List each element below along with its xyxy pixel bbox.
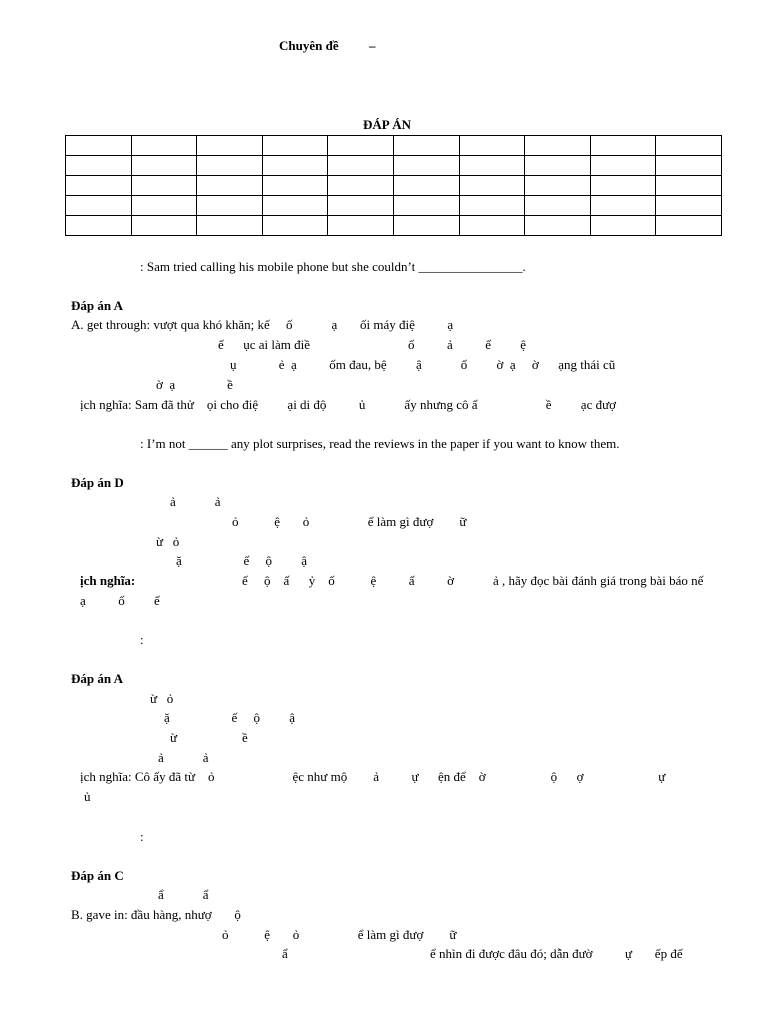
- question-2-line: ặ ế ộ ậ: [176, 553, 308, 568]
- answer-grid-cell: [459, 216, 525, 236]
- answer-grid-cell: [262, 216, 328, 236]
- answer-grid-cell: [197, 156, 263, 176]
- answer-grid-cell: [328, 216, 394, 236]
- answer-grid-cell: [525, 216, 591, 236]
- answer-grid-cell: [66, 136, 132, 156]
- answer-grid-cell: [66, 216, 132, 236]
- question-2-text: : I’m not ______ any plot surprises, read the reviews in the paper if you want to know them.: [140, 436, 620, 451]
- question-2-line: ả ả: [170, 494, 221, 509]
- answer-grid-cell: [656, 156, 722, 176]
- answer-grid-cell: [656, 136, 722, 156]
- answer-grid-cell: [525, 156, 591, 176]
- answer-grid-cell: [459, 196, 525, 216]
- question-4-line: ẩ: [282, 946, 288, 961]
- answer-grid-cell: [590, 216, 656, 236]
- answer-grid-cell: [262, 156, 328, 176]
- answer-grid-cell: [656, 216, 722, 236]
- answer-grid-cell: [328, 136, 394, 156]
- answer-grid-cell: [459, 136, 525, 156]
- answer-grid-cell: [66, 176, 132, 196]
- question-1-text: : Sam tried calling his mobile phone but she couldn’t ________________.: [140, 259, 526, 274]
- question-1-line: ố ả ế ệ: [408, 337, 527, 352]
- answer-grid-cell: [656, 176, 722, 196]
- answer-grid-cell: [197, 176, 263, 196]
- answer-grid-cell: [262, 196, 328, 216]
- question-3-line: ặ ế ộ ậ: [164, 710, 296, 725]
- question-2-line: ế ộ ấ ỷ ố ệ ấ ờ ả , hãy đọc bài đánh giá trong bài báo nế: [242, 573, 704, 588]
- question-3-line: ừ ề: [170, 730, 248, 745]
- answer-grid-cell: [590, 136, 656, 156]
- answer-grid-cell: [393, 196, 459, 216]
- answer-grid-cell: [393, 216, 459, 236]
- question-3-line: ả ả: [158, 750, 209, 765]
- question-3-answer: Đáp án A: [71, 671, 124, 686]
- answer-grid-row: [66, 136, 722, 156]
- answer-grid-cell: [131, 156, 197, 176]
- question-1-line: A. get through: vượt qua khó khăn; kế ố ạ ối máy điệ ạ: [71, 317, 454, 332]
- answer-grid-cell: [590, 176, 656, 196]
- answer-grid-cell: [131, 216, 197, 236]
- answer-grid-cell: [459, 156, 525, 176]
- answer-grid-cell: [131, 196, 197, 216]
- question-2-line: ừ ỏ: [156, 534, 180, 549]
- answer-grid-cell: [393, 156, 459, 176]
- answer-grid-cell: [197, 216, 263, 236]
- answer-grid-cell: [590, 156, 656, 176]
- question-2-line: ạ ố ế: [80, 593, 160, 608]
- answer-grid-cell: [328, 176, 394, 196]
- answer-grid-row: [66, 216, 722, 236]
- answer-grid-row: [66, 176, 722, 196]
- question-4-answer: Đáp án C: [71, 868, 124, 883]
- answer-grid-cell: [525, 176, 591, 196]
- answer-grid-cell: [131, 136, 197, 156]
- answer-grid-cell: [197, 196, 263, 216]
- answer-grid-row: [66, 156, 722, 176]
- answer-grid-cell: [525, 196, 591, 216]
- question-1-line: ịch nghĩa: Sam đã thử ọi cho điệ ại di độ ủ ấy nhưng cô ấ ề ạc đượ: [80, 397, 617, 412]
- answer-grid-cell: [459, 176, 525, 196]
- answer-grid-cell: [328, 156, 394, 176]
- answer-grid-cell: [525, 136, 591, 156]
- answers-heading: ĐÁP ÁN: [363, 117, 412, 132]
- answer-grid-table: [65, 135, 722, 236]
- question-4-line: B. gave in: đầu hàng, nhượ ộ: [71, 907, 241, 922]
- answer-grid-cell: [262, 176, 328, 196]
- question-3-line: ủ: [84, 789, 91, 804]
- question-3-text: :: [140, 632, 144, 647]
- answer-grid-cell: [393, 176, 459, 196]
- answer-grid-cell: [262, 136, 328, 156]
- answer-grid-cell: [66, 156, 132, 176]
- question-3-line: ừ ỏ: [150, 691, 174, 706]
- answer-grid-cell: [197, 136, 263, 156]
- answer-grid-cell: [393, 136, 459, 156]
- answer-grid-cell: [590, 196, 656, 216]
- answer-grid-cell: [328, 196, 394, 216]
- question-2-line: ỏ ệ ỏ ể làm gì đượ ữ: [232, 514, 467, 529]
- question-4-text: :: [140, 829, 144, 844]
- question-2-answer: Đáp án D: [71, 475, 124, 490]
- question-3-line: ịch nghĩa: Cô ấy đã từ ỏ ệc như mộ ả ự ện để ờ ộ ợ ự: [80, 769, 666, 784]
- title-dash: –: [369, 38, 376, 53]
- question-1-answer: Đáp án A: [71, 298, 124, 313]
- question-1-line: ụ ẻ ạ ốm đau, bệ ậ ố ờ ạ ờ ạng thái cũ: [230, 357, 616, 372]
- question-1-line: ờ ạ ề: [156, 377, 233, 392]
- answer-grid-cell: [66, 196, 132, 216]
- answer-grid-row: [66, 196, 722, 216]
- document-title: Chuyên đề: [279, 38, 339, 53]
- question-2-line: ịch nghĩa:: [80, 573, 136, 588]
- answer-grid-cell: [131, 176, 197, 196]
- question-4-line: ỏ ệ ỏ ể làm gì đượ ữ: [222, 927, 457, 942]
- question-4-line: ể nhìn đi được đâu đó; dẫn đườ ự ếp đế: [430, 946, 683, 961]
- answer-grid-cell: [656, 196, 722, 216]
- question-1-line: ế ục ai làm điề: [218, 337, 311, 352]
- question-4-line: ẩ ẩ: [158, 887, 209, 902]
